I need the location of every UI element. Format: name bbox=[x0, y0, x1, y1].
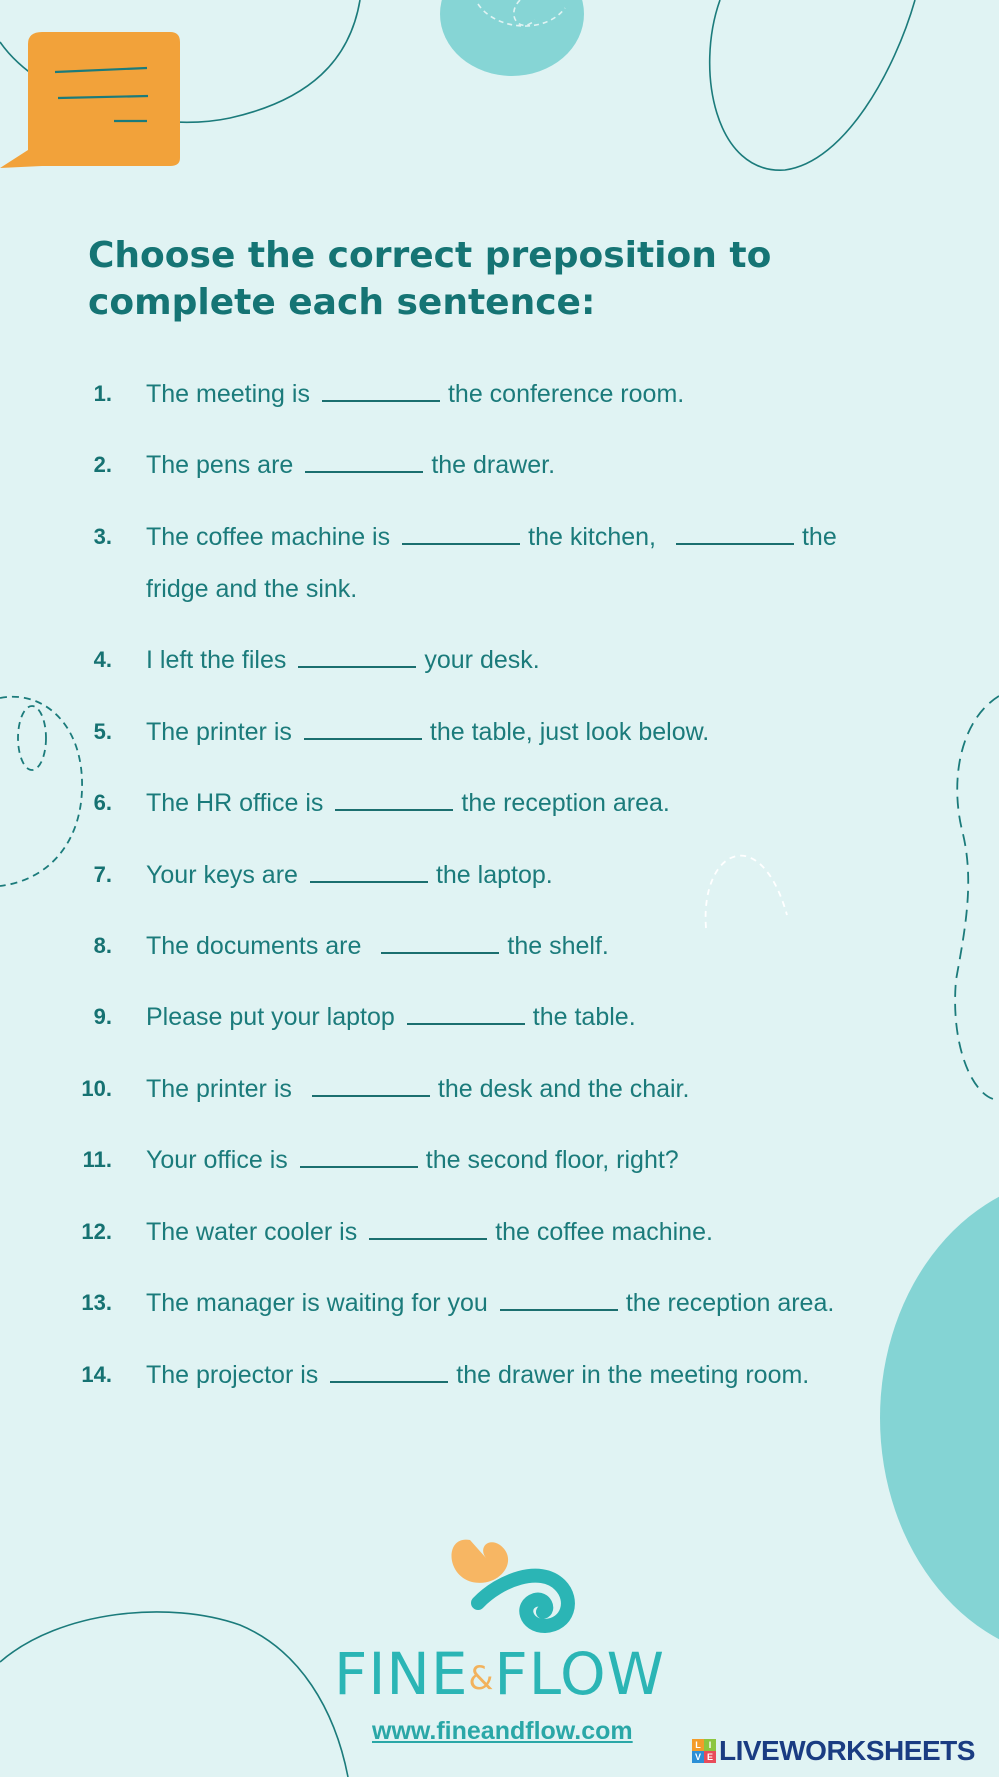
question-number: 3. bbox=[93, 524, 112, 549]
answer-blank[interactable] bbox=[304, 738, 422, 740]
sentence-text: the conference room. bbox=[447, 380, 685, 408]
question-number: 7. bbox=[93, 862, 112, 887]
dashed-wave-right bbox=[955, 696, 999, 1100]
question-number: 1. bbox=[93, 381, 112, 406]
sentence-text: fridge and the sink. bbox=[146, 575, 358, 603]
fine-and-flow-logo-icon bbox=[451, 1540, 567, 1626]
sentence-text: the shelf. bbox=[507, 932, 609, 960]
question-number: 6. bbox=[93, 790, 112, 815]
question-number: 12. bbox=[81, 1219, 112, 1244]
answer-blank[interactable] bbox=[322, 400, 440, 402]
dashed-loop-left bbox=[0, 697, 82, 886]
brand-ampersand: & bbox=[468, 1658, 495, 1697]
question-number: 10. bbox=[81, 1076, 112, 1101]
answer-blank[interactable] bbox=[500, 1309, 618, 1311]
answer-blank[interactable] bbox=[381, 952, 499, 954]
liveworksheets-watermark bbox=[692, 1734, 975, 1768]
logo-letter: L bbox=[692, 1739, 704, 1751]
question-number: 2. bbox=[93, 452, 112, 477]
sentence-text: The printer is bbox=[146, 1075, 292, 1103]
answer-blank[interactable] bbox=[305, 471, 423, 473]
answer-blank[interactable] bbox=[402, 543, 520, 545]
dashed-arch-white bbox=[706, 856, 787, 928]
brand-logo-text bbox=[0, 1640, 999, 1708]
question-number: 14. bbox=[81, 1362, 112, 1387]
sentence-text: The manager is waiting for you bbox=[146, 1289, 488, 1317]
sentence-text: the laptop. bbox=[435, 861, 553, 889]
aqua-blob-top bbox=[440, 0, 584, 76]
sentence-text: the desk and the chair. bbox=[437, 1075, 690, 1103]
sentence-text: The coffee machine is bbox=[146, 523, 391, 551]
speech-bubble-icon bbox=[0, 32, 180, 168]
sentence-text: Please put your laptop bbox=[146, 1003, 395, 1031]
website-link[interactable]: www.fineandflow.com bbox=[372, 1717, 633, 1745]
brand-word: FINE bbox=[333, 1640, 469, 1708]
answer-blank[interactable] bbox=[407, 1023, 525, 1025]
question-number: 8. bbox=[93, 933, 112, 958]
answer-blank[interactable] bbox=[298, 666, 416, 668]
question-number: 11. bbox=[82, 1147, 112, 1172]
sentence-text: the kitchen, bbox=[528, 523, 656, 551]
decorative-loop-top-right bbox=[710, 0, 915, 170]
sentence-text: the drawer in the meeting room. bbox=[456, 1361, 810, 1389]
aqua-semicircle-right bbox=[880, 1176, 999, 1660]
sentence-text: I left the files bbox=[146, 646, 287, 674]
sentence-text: the second floor, right? bbox=[425, 1146, 679, 1174]
page-title: Choose the correct preposition to complete each sentence: bbox=[88, 235, 772, 323]
sentence-text: Your office is bbox=[146, 1146, 288, 1174]
sentence-text: the drawer. bbox=[431, 451, 556, 479]
question-number: 4. bbox=[93, 647, 112, 672]
sentence-text: The documents are bbox=[146, 932, 362, 960]
sentence-text: the reception area. bbox=[625, 1289, 835, 1317]
sentence-text: The water cooler is bbox=[146, 1218, 358, 1246]
liveworksheets-logo-icon bbox=[692, 1739, 716, 1763]
sentence-text: The meeting is bbox=[146, 380, 310, 408]
sentence-text: The HR office is bbox=[146, 789, 324, 817]
answer-blank[interactable] bbox=[310, 881, 428, 883]
logo-letter: E bbox=[704, 1751, 716, 1763]
brand-word: FLOW bbox=[494, 1640, 666, 1708]
sentence-text: the coffee machine. bbox=[495, 1218, 713, 1246]
question-number: 9. bbox=[93, 1004, 112, 1029]
answer-blank[interactable] bbox=[335, 809, 453, 811]
logo-letter: I bbox=[704, 1739, 716, 1751]
answer-blank[interactable] bbox=[300, 1166, 418, 1168]
question-number: 13. bbox=[81, 1290, 112, 1315]
answer-blank[interactable] bbox=[676, 543, 794, 545]
sentence-text: the table, just look below. bbox=[429, 718, 710, 746]
answer-blank[interactable] bbox=[312, 1095, 430, 1097]
sentence-text: The pens are bbox=[146, 451, 294, 479]
logo-letter: V bbox=[692, 1751, 704, 1763]
sentence-text: Your keys are bbox=[146, 861, 298, 889]
answer-blank[interactable] bbox=[369, 1238, 487, 1240]
liveworksheets-text: LIVEWORKSHEETS bbox=[719, 1735, 975, 1766]
question-number: 5. bbox=[93, 719, 112, 744]
sentence-text: The printer is bbox=[146, 718, 292, 746]
sentence-text: your desk. bbox=[424, 646, 540, 674]
sentence-text: the reception area. bbox=[461, 789, 670, 817]
sentence-text: the bbox=[801, 523, 837, 551]
answer-blank[interactable] bbox=[330, 1381, 448, 1383]
sentence-text: the table. bbox=[532, 1003, 636, 1031]
sentence-text: The projector is bbox=[146, 1361, 319, 1389]
